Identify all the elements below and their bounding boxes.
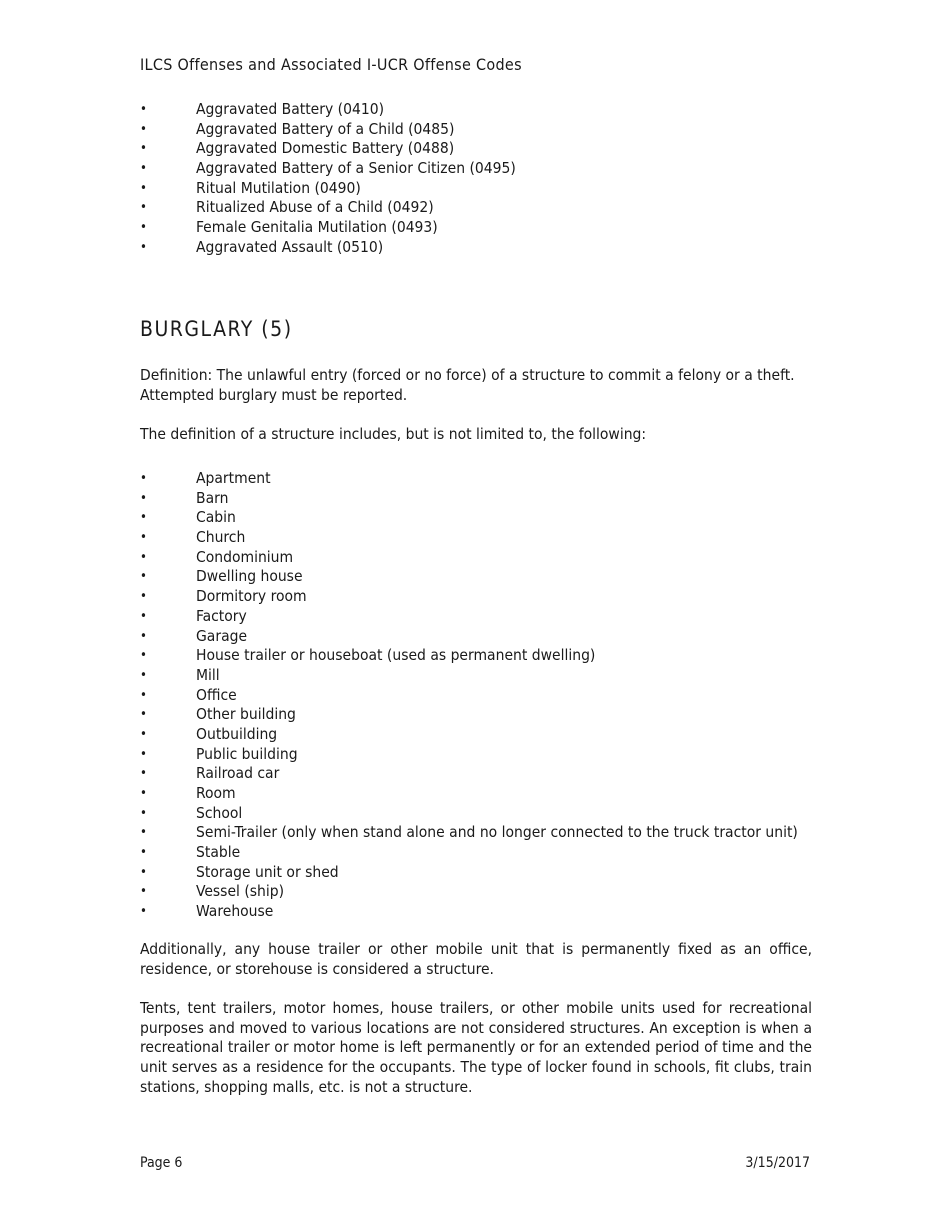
list-item-text: Church: [196, 528, 246, 547]
structure-list-item: [140, 764, 820, 784]
section-heading-burglary: BURGLARY (5): [140, 317, 293, 341]
bullet-icon: •: [140, 805, 147, 821]
structure-list-item: [140, 548, 820, 568]
list-item-text: House trailer or houseboat (used as permanent dwelling): [196, 646, 596, 665]
recreational-units-paragraph: Tents, tent trailers, motor homes, house trailers, or other mobile units used for recreational purposes and moved to various locations are not considered structures. An exception is when a recreational trailer or motor home is left permanently or for an extended period of time and the unit serves as a residence for the occupants. The type of locker found in schools, fit clubs, train stations, shopping malls, etc. is not a structure.: [140, 999, 812, 1096]
bullet-icon: •: [140, 121, 147, 137]
bullet-icon: •: [140, 746, 147, 762]
bullet-icon: •: [140, 667, 147, 683]
list-item-text: Female Genitalia Mutilation (0493): [196, 218, 438, 237]
list-item-text: Aggravated Domestic Battery (0488): [196, 139, 455, 158]
list-item-text: Apartment: [196, 469, 271, 487]
list-item-text: Storage unit or shed: [196, 862, 339, 881]
structure-list-item: [140, 725, 820, 745]
bullet-icon: •: [140, 687, 147, 703]
bullet-icon: •: [140, 884, 147, 900]
structure-list-item: [140, 587, 820, 607]
list-item-text: Semi-Trailer (only when stand alone and no longer connected to the truck tractor unit): [196, 823, 798, 842]
list-item-text: Dwelling house: [196, 567, 303, 586]
offense-list-item: [140, 120, 820, 140]
offense-list: [140, 100, 820, 258]
list-item-text: Outbuilding: [196, 724, 278, 743]
bullet-icon: •: [140, 864, 147, 880]
structure-list-item: [140, 705, 820, 725]
structure-list-item: [140, 607, 820, 627]
bullet-icon: •: [140, 471, 147, 486]
list-item-text: Vessel (ship): [196, 882, 285, 901]
offense-list-item: [140, 179, 820, 199]
bullet-icon: •: [140, 589, 147, 605]
mobile-unit-paragraph: Additionally, any house trailer or other mobile unit that is permanently fixed as an office, residence, or storehouse is considered a structure.: [140, 940, 812, 978]
structure-list-item: [140, 804, 820, 824]
offense-list-item: [140, 159, 820, 179]
bullet-icon: •: [140, 530, 147, 546]
list-item-text: Barn: [196, 488, 229, 507]
bullet-icon: •: [140, 200, 147, 216]
structure-list-item: [140, 528, 820, 548]
structure-list: [140, 469, 820, 922]
bullet-icon: •: [140, 766, 147, 782]
list-item-text: Dormitory room: [196, 587, 307, 606]
list-item-text: Stable: [196, 843, 241, 862]
list-item-text: Aggravated Battery (0410): [196, 100, 385, 118]
bullet-icon: •: [140, 726, 147, 742]
offense-list-item: [140, 218, 820, 238]
bullet-icon: •: [140, 180, 147, 196]
offense-list-item: [140, 100, 820, 120]
structure-list-item: [140, 469, 820, 489]
list-item-text: Public building: [196, 744, 298, 763]
document-date: 3/15/2017: [745, 1155, 810, 1171]
list-item-text: Room: [196, 784, 236, 802]
list-item-text: Other building: [196, 705, 296, 724]
structure-list-item: [140, 902, 820, 922]
structure-list-item: [140, 745, 820, 765]
bullet-icon: •: [140, 510, 147, 526]
structure-list-item: [140, 863, 820, 883]
bullet-icon: •: [140, 628, 147, 644]
bullet-icon: •: [140, 786, 147, 801]
bullet-icon: •: [140, 220, 147, 236]
list-item-text: Aggravated Battery of a Senior Citizen (0495): [196, 159, 516, 178]
page-number: Page 6: [140, 1155, 183, 1171]
offense-list-item: [140, 198, 820, 218]
structure-list-item: [140, 666, 820, 686]
structure-list-item: [140, 508, 820, 528]
structure-list-item: [140, 686, 820, 706]
list-item-text: Ritual Mutilation (0490): [196, 178, 361, 197]
list-item-text: Warehouse: [196, 902, 274, 921]
bullet-icon: •: [140, 102, 147, 117]
structure-list-item: [140, 646, 820, 666]
structure-list-item: [140, 823, 820, 843]
list-item-text: Cabin: [196, 508, 236, 527]
structure-definition-intro: The definition of a structure includes, but is not limited to, the following:: [140, 425, 647, 443]
offense-list-item: [140, 139, 820, 159]
structure-list-item: [140, 489, 820, 509]
bullet-icon: •: [140, 707, 147, 723]
structure-list-item: [140, 784, 820, 804]
burglary-definition: Definition: The unlawful entry (forced or no force) of a structure to commit a felony or a theft. Attempted burglary must be reported.: [140, 366, 795, 404]
structure-list-item: [140, 627, 820, 647]
bullet-icon: •: [140, 549, 147, 565]
bullet-icon: •: [140, 608, 147, 624]
bullet-icon: •: [140, 648, 147, 664]
list-item-text: Railroad car: [196, 764, 280, 783]
list-item-text: Office: [196, 685, 237, 704]
list-item-text: Ritualized Abuse of a Child (0492): [196, 198, 434, 217]
bullet-icon: •: [140, 904, 147, 920]
structure-list-item: [140, 843, 820, 863]
list-item-text: Aggravated Assault (0510): [196, 237, 384, 256]
bullet-icon: •: [140, 141, 147, 157]
bullet-icon: •: [140, 569, 147, 585]
bullet-icon: •: [140, 845, 147, 861]
list-item-text: Aggravated Battery of a Child (0485): [196, 119, 455, 138]
list-item-text: Condominium: [196, 547, 294, 566]
list-item-text: School: [196, 803, 243, 822]
structure-list-item: [140, 567, 820, 587]
bullet-icon: •: [140, 239, 147, 255]
structure-list-item: [140, 882, 820, 902]
bullet-icon: •: [140, 490, 147, 506]
page-header-title: ILCS Offenses and Associated I-UCR Offense Codes: [140, 55, 522, 74]
bullet-icon: •: [140, 825, 147, 841]
offense-list-item: [140, 238, 820, 258]
list-item-text: Garage: [196, 626, 248, 645]
bullet-icon: •: [140, 161, 147, 177]
list-item-text: Factory: [196, 606, 247, 625]
list-item-text: Mill: [196, 665, 220, 684]
